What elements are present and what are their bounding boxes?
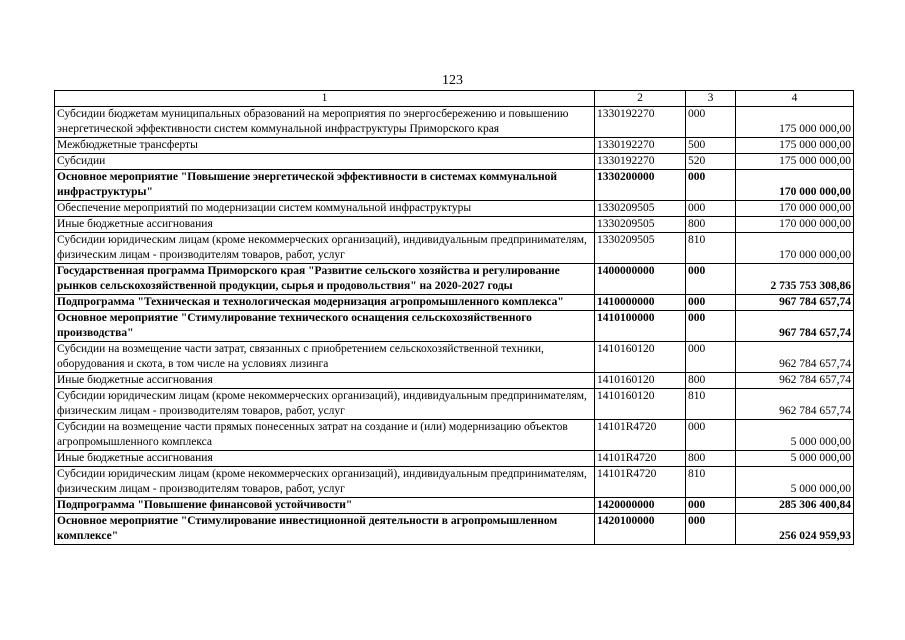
row-kvr-cell: 800 [686,373,736,389]
row-name-cell: Межбюджетные трансферты [55,138,595,154]
header-cell-code: 2 [595,91,686,107]
table-row [55,107,854,138]
row-kvr-cell: 520 [686,154,736,170]
row-name-cell: Субсидии юридическим лицам (кроме некоммерческих организаций), индивидуальным предпринимателям, физическим лицам - производителям товаров, работ, услуг [55,389,595,420]
table-row [55,373,854,389]
row-kvr-cell: 000 [686,295,736,311]
header-cell-sum: 4 [736,91,854,107]
table-row [55,389,854,420]
row-sum-cell: 5 000 000,00 [736,451,854,467]
row-sum-cell: 962 784 657,74 [736,342,854,373]
table-row [55,311,854,342]
row-kvr-cell: 000 [686,311,736,342]
row-kvr-cell: 000 [686,264,736,295]
row-sum-cell: 2 735 753 308,86 [736,264,854,295]
row-name-cell: Подпрограмма "Техническая и технологическая модернизация агропромышленного комплекса" [55,295,595,311]
row-sum-cell: 5 000 000,00 [736,420,854,451]
row-name-cell: Субсидии на возмещение части затрат, связанных с приобретением сельскохозяйственной техники, оборудования и скота, в том числе на условиях лизинга [55,342,595,373]
row-sum-cell: 967 784 657,74 [736,295,854,311]
page-number: 123 [442,73,463,88]
row-code-cell: 1410160120 [595,373,686,389]
row-name-cell: Субсидии на возмещение части прямых понесенных затрат на создание и (или) модернизацию объектов агропромышленного комплекса [55,420,595,451]
header-cell-name: 1 [55,91,595,107]
table-row [55,264,854,295]
row-code-cell: 14101R4720 [595,467,686,498]
row-name-cell: Основное мероприятие "Повышение энергетической эффективности в системах коммунальной инфраструктуры" [55,170,595,201]
budget-table-body [55,91,854,545]
row-code-cell: 14101R4720 [595,420,686,451]
row-sum-cell: 170 000 000,00 [736,217,854,233]
row-sum-cell: 285 306 400,84 [736,498,854,514]
row-code-cell: 1330192270 [595,154,686,170]
table-row [55,154,854,170]
header-cell-kvr: 3 [686,91,736,107]
row-name-cell: Иные бюджетные ассигнования [55,217,595,233]
row-code-cell: 1410160120 [595,389,686,420]
row-name-cell: Подпрограмма "Повышение финансовой устойчивости" [55,498,595,514]
row-kvr-cell: 810 [686,233,736,264]
row-kvr-cell: 800 [686,217,736,233]
row-code-cell: 1330209505 [595,233,686,264]
row-kvr-cell: 800 [686,451,736,467]
row-sum-cell: 170 000 000,00 [736,170,854,201]
table-row [55,498,854,514]
row-name-cell: Основное мероприятие "Стимулирование технического оснащения сельскохозяйственного производства" [55,311,595,342]
row-kvr-cell: 810 [686,467,736,498]
row-code-cell: 1410100000 [595,311,686,342]
row-code-cell: 1410000000 [595,295,686,311]
row-kvr-cell: 000 [686,498,736,514]
row-sum-cell: 5 000 000,00 [736,467,854,498]
table-header-row [55,91,854,107]
row-code-cell: 1330192270 [595,138,686,154]
table-row [55,295,854,311]
budget-table [54,90,854,545]
row-code-cell: 1330200000 [595,170,686,201]
table-row [55,342,854,373]
row-sum-cell: 175 000 000,00 [736,138,854,154]
row-code-cell: 1330209505 [595,201,686,217]
row-sum-cell: 962 784 657,74 [736,389,854,420]
table-row [55,138,854,154]
row-sum-cell: 175 000 000,00 [736,154,854,170]
row-code-cell: 1410160120 [595,342,686,373]
row-name-cell: Субсидии бюджетам муниципальных образований на мероприятия по энергосбережению и повышению энергетической эффективности систем коммунальной инфраструктуры Приморского края [55,107,595,138]
row-name-cell: Субсидии юридическим лицам (кроме некоммерческих организаций), индивидуальным предпринимателям, физическим лицам - производителям товаров, работ, услуг [55,233,595,264]
row-code-cell: 1420000000 [595,498,686,514]
row-code-cell: 1330209505 [595,217,686,233]
row-kvr-cell: 000 [686,201,736,217]
row-name-cell: Субсидии юридическим лицам (кроме некоммерческих организаций), индивидуальным предпринимателям, физическим лицам - производителям товаров, работ, услуг [55,467,595,498]
table-row [55,233,854,264]
row-name-cell: Субсидии [55,154,595,170]
row-code-cell: 1330192270 [595,107,686,138]
row-sum-cell: 962 784 657,74 [736,373,854,389]
table-row [55,420,854,451]
row-name-cell: Иные бюджетные ассигнования [55,451,595,467]
row-sum-cell: 175 000 000,00 [736,107,854,138]
row-sum-cell: 256 024 959,93 [736,514,854,545]
row-code-cell: 14101R4720 [595,451,686,467]
table-row [55,170,854,201]
table-row [55,467,854,498]
row-code-cell: 1400000000 [595,264,686,295]
row-sum-cell: 170 000 000,00 [736,201,854,217]
row-name-cell: Обеспечение мероприятий по модернизации систем коммунальной инфраструктуры [55,201,595,217]
row-name-cell: Государственная программа Приморского края "Развитие сельского хозяйства и регулирование рынков сельскохозяйственной продукции, сырья и продовольствия" на 2020-2027 годы [55,264,595,295]
row-kvr-cell: 810 [686,389,736,420]
row-name-cell: Иные бюджетные ассигнования [55,373,595,389]
row-kvr-cell: 000 [686,342,736,373]
table-row [55,514,854,545]
row-kvr-cell: 000 [686,514,736,545]
row-kvr-cell: 000 [686,170,736,201]
table-row [55,201,854,217]
row-kvr-cell: 000 [686,420,736,451]
row-sum-cell: 170 000 000,00 [736,233,854,264]
row-kvr-cell: 000 [686,107,736,138]
row-sum-cell: 967 784 657,74 [736,311,854,342]
row-code-cell: 1420100000 [595,514,686,545]
table-row [55,451,854,467]
row-kvr-cell: 500 [686,138,736,154]
table-row [55,217,854,233]
row-name-cell: Основное мероприятие "Стимулирование инвестиционной деятельности в агропромышленном комплексе" [55,514,595,545]
